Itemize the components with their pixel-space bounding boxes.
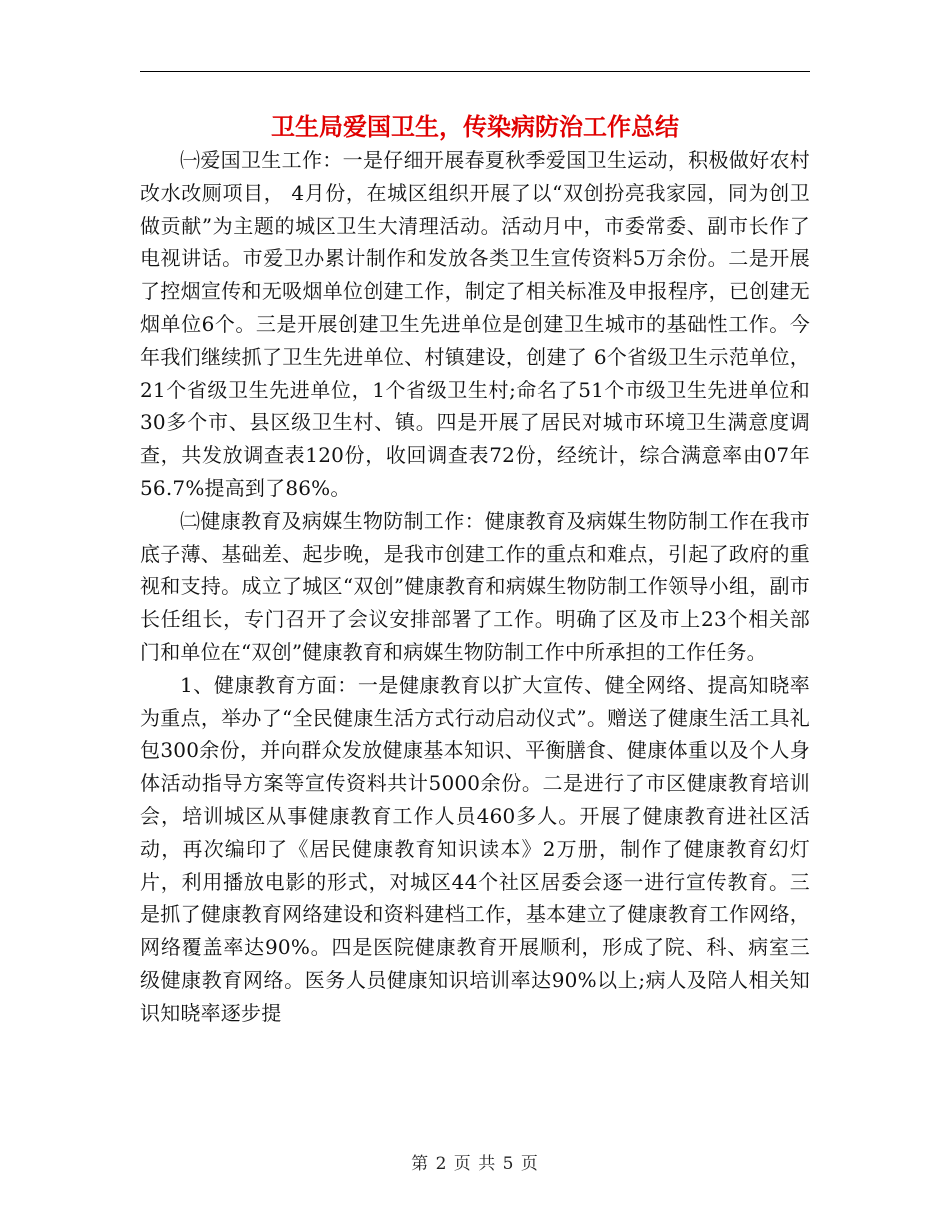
paragraph-health-education-vector-control: ㈡健康教育及病媒生物防制工作：健康教育及病媒生物防制工作在我市底子薄、基础差、起步晚，是我市创建工作的重点和难点，引起了政府的重视和支持。成立了城区“双创”健康教育和病媒生物防制工作领导小组，副市长任组长，专门召开了会议安排部署了工作。明确了区及市上23个相关部门和单位在“双创”健康教育和病媒生物防制工作中所承担的工作任务。 — [140, 508, 810, 664]
page-number-footer: 第 2 页 共 5 页 — [411, 1154, 539, 1174]
header-rule — [140, 71, 810, 72]
paragraph-patriotic-health: ㈠爱国卫生工作：一是仔细开展春夏秋季爱国卫生运动，积极做好农村改水改厕项目， 4月份，在城区组织开展了以“双创扮亮我家园，同为创卫做贡献”为主题的城区卫生大清理活动。活动月中，市委常委、副市长作了电视讲话。市爱卫办累计制作和发放各类卫生宣传资料5万余份。二是开展了控烟宣传和无吸烟单位创建工作，制定了相关标准及申报程序，已创建无烟单位6个。三是开展创建卫生先进单位是创建卫生城市的基础性工作。今年我们继续抓了卫生先进单位、村镇建设，创建了 6个省级卫生示范单位，21个省级卫生先进单位，1个省级卫生村;命名了51个市级卫生先进单位和30多个市、县区级卫生村、镇。四是开展了居民对城市环境卫生满意度调查，共发放调查表120份，收回调查表72份，经统计，综合满意率由07年56.7%提高到了86%。 — [140, 148, 810, 500]
document-body — [140, 144, 810, 1030]
paragraph-health-education-details: 1、健康教育方面：一是健康教育以扩大宣传、健全网络、提高知晓率为重点，举办了“全民健康生活方式行动启动仪式”。赠送了健康生活工具礼包300余份，并向群众发放健康基本知识、平衡膳食、健康体重以及个人身体活动指导方案等宣传资料共计5000余份。二是进行了市区健康教育培训会，培训城区从事健康教育工作人员460多人。开展了健康教育进社区活动，再次编印了《居民健康教育知识读本》2万册，制作了健康教育幻灯片，利用播放电影的形式，对城区44个社区居委会逐一进行宣传教育。三是抓了健康教育网络建设和资料建档工作，基本建立了健康教育工作网络，网络覆盖率达90%。四是医院健康教育开展顺利，形成了院、科、病室三级健康教育网络。医务人员健康知识培训率达90%以上;病人及陪人相关知识知晓率逐步提 — [140, 672, 810, 1025]
document-title: 卫生局爱国卫生，传染病防治工作总结 — [271, 113, 679, 141]
